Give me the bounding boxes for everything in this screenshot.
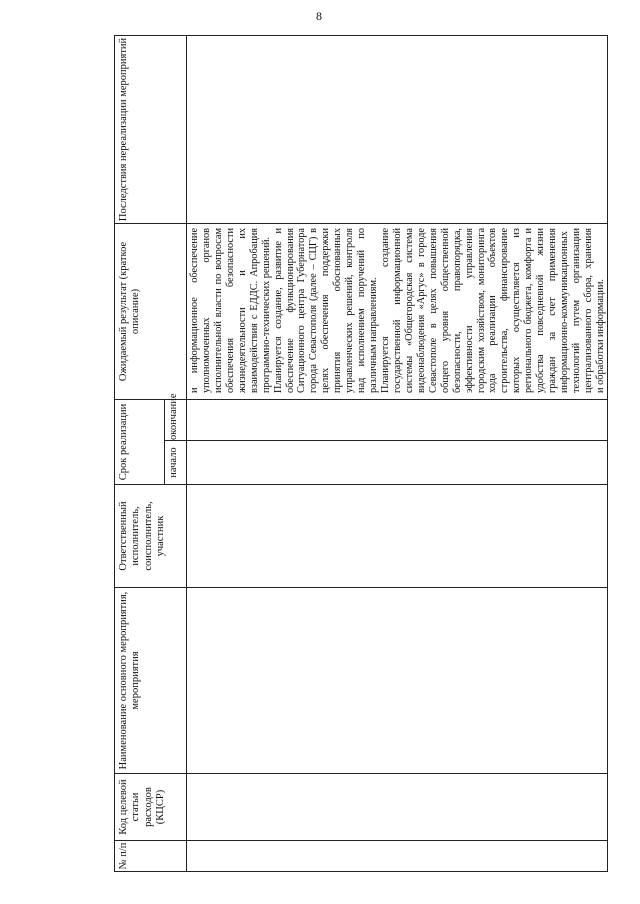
cell-term-start [187, 441, 608, 485]
page-number: 8 [316, 9, 322, 23]
cell-term-end [187, 399, 608, 440]
result-paragraph: Планируется создание государственной информационной системы «Общегородская система видеонаблюдения «Аргус» в городе Севастополе в целях повышения общего уровня общественной безопасности, правопорядка, эффективности управления городским хозяйством, мониторинга хода реализации объектов строительства, финансирование которых осуществляется из регионального бюджета, комфорта и удобства повседневной жизни граждан за счет применения информационно-коммуникационных технологий путем организации централизованного сбора, хранения и обработки информации. [380, 227, 606, 393]
table-row [187, 35, 608, 871]
header-code: Код целевой статьи расходов (КЦСР) [115, 774, 187, 841]
cell-name [187, 588, 608, 774]
header-term: Срок реализации [115, 399, 165, 484]
cell-result [187, 223, 608, 399]
cell-responsible [187, 485, 608, 588]
header-term-end: окончание [165, 399, 187, 440]
result-paragraph: Планируется создание, развитие и обеспечение функционирования Ситуационного центра Губернатора города Севастополя (далее – СЦГ) в целях обеспечения поддержки принятия обоснованных управленческих решений, контроля над исполнением поручений по различным направлениям. [272, 227, 380, 393]
header-consequences: Последствия нереализации мероприятий [115, 35, 187, 223]
cell-consequences [187, 35, 608, 223]
program-measures-table [114, 35, 608, 872]
header-term-start: начало [165, 441, 187, 485]
header-responsible: Ответственный исполнитель, соисполнитель, участник [115, 485, 187, 588]
header-name: Наименование основного мероприятия, мероприятия [115, 588, 187, 774]
cell-num [187, 841, 608, 872]
header-result: Ожидаемый результат (краткое описание) [115, 223, 187, 399]
rotated-table-wrapper [114, 36, 606, 872]
header-num: № п/п [115, 841, 187, 872]
cell-code [187, 774, 608, 841]
result-paragraph: и информационное обеспечение уполномоченных органов исполнительной власти по вопросам обеспечения безопасности жизнедеятельности и их взаимодействия с ЕДДС. Апробация программно-технических решений. [189, 227, 272, 393]
